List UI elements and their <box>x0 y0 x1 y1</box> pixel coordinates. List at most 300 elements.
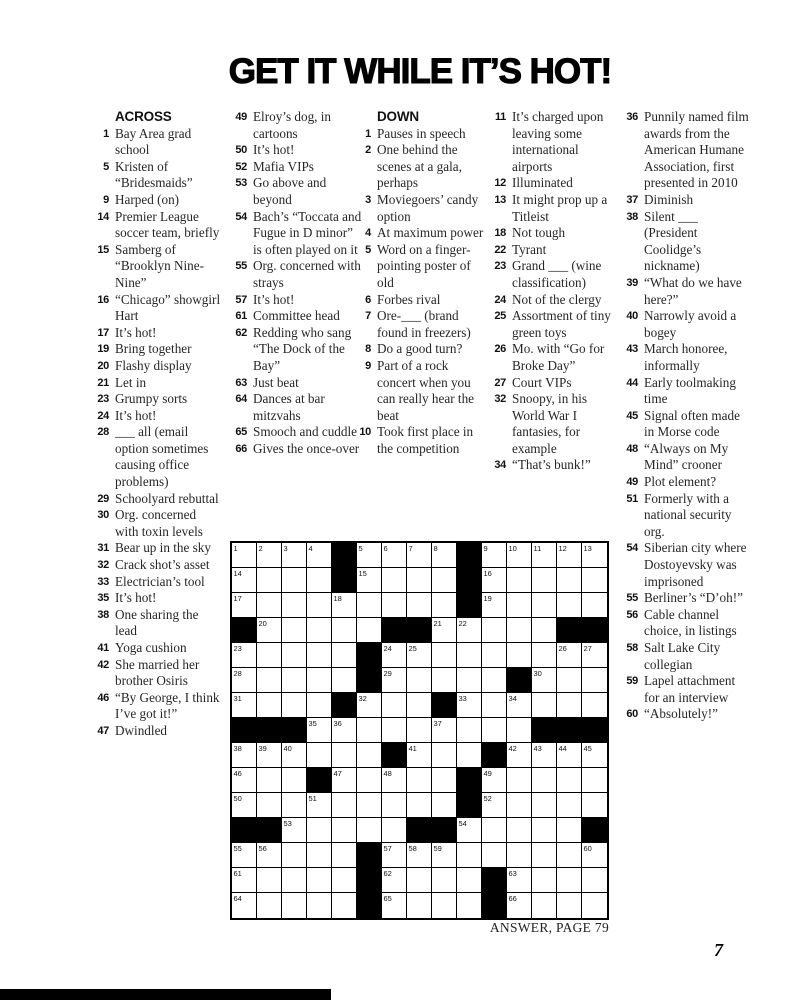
clue-number: 38 <box>626 210 638 223</box>
grid-cell[interactable] <box>307 868 332 893</box>
clue-number: 15 <box>97 243 109 256</box>
grid-cell[interactable] <box>282 743 307 768</box>
grid-cell[interactable] <box>382 593 407 618</box>
grid-black-cell <box>407 818 432 843</box>
grid-cell[interactable] <box>282 618 307 643</box>
grid-cell[interactable] <box>232 543 257 568</box>
grid-cell[interactable] <box>232 743 257 768</box>
grid-cell[interactable] <box>407 868 432 893</box>
grid-cell[interactable] <box>557 768 582 793</box>
page-title: GET IT WHILE IT’S HOT! <box>228 52 612 91</box>
grid-cell[interactable] <box>482 768 507 793</box>
clue-text: Signal often made in Morse code <box>644 407 740 440</box>
grid-cell-number: 53 <box>283 818 292 828</box>
clue-item <box>88 325 222 342</box>
clue-number: 61 <box>235 310 247 323</box>
clue-number: 2 <box>365 144 371 157</box>
grid-cell[interactable] <box>232 693 257 718</box>
clue-item <box>618 540 751 590</box>
grid-cell[interactable] <box>307 718 332 743</box>
grid-cell[interactable] <box>307 568 332 593</box>
grid-cell[interactable] <box>382 818 407 843</box>
grid-cell[interactable] <box>457 618 482 643</box>
grid-cell[interactable] <box>432 668 457 693</box>
grid-black-cell <box>557 718 582 743</box>
clue-item <box>356 341 488 358</box>
across-clues-column-1 <box>88 109 222 740</box>
grid-cell[interactable] <box>282 668 307 693</box>
grid-cell[interactable] <box>307 543 332 568</box>
grid-cell[interactable] <box>407 768 432 793</box>
clue-item <box>618 209 751 275</box>
grid-cell[interactable] <box>357 693 382 718</box>
grid-black-cell <box>357 868 382 893</box>
grid-cell[interactable] <box>557 593 582 618</box>
grid-black-cell <box>257 818 282 843</box>
clue-item <box>88 375 222 392</box>
grid-cell[interactable] <box>407 693 432 718</box>
grid-cell[interactable] <box>282 593 307 618</box>
clue-number: 3 <box>365 193 371 206</box>
clue-text: Snoopy, in his World War I fantasies, for example <box>512 391 587 456</box>
grid-cell[interactable] <box>507 643 532 668</box>
grid-cell[interactable] <box>557 693 582 718</box>
grid-cell[interactable] <box>457 668 482 693</box>
clue-text: Yoga cushion <box>115 640 187 655</box>
grid-cell[interactable] <box>582 793 607 818</box>
clue-number: 20 <box>97 359 109 372</box>
grid-cell[interactable] <box>532 893 557 918</box>
grid-cell[interactable] <box>382 893 407 918</box>
clue-number: 37 <box>626 193 638 206</box>
grid-cell-number: 49 <box>483 768 492 778</box>
grid-cell[interactable] <box>582 543 607 568</box>
grid-cell[interactable] <box>357 543 382 568</box>
grid-cell[interactable] <box>257 893 282 918</box>
grid-cell[interactable] <box>232 768 257 793</box>
grid-black-cell <box>432 818 457 843</box>
grid-cell[interactable] <box>457 643 482 668</box>
grid-cell[interactable] <box>432 768 457 793</box>
grid-cell[interactable] <box>532 543 557 568</box>
down-clues-column-2 <box>487 109 611 474</box>
grid-cell[interactable] <box>407 543 432 568</box>
clue-number: 22 <box>494 243 506 256</box>
clue-item <box>88 491 222 508</box>
clue-item <box>618 308 751 341</box>
grid-cell-number: 12 <box>558 543 567 553</box>
grid-cell[interactable] <box>357 568 382 593</box>
grid-cell[interactable] <box>557 643 582 668</box>
grid-cell[interactable] <box>332 718 357 743</box>
grid-cell[interactable] <box>482 643 507 668</box>
grid-cell[interactable] <box>232 643 257 668</box>
across-header: ACROSS <box>115 109 172 124</box>
clue-number: 66 <box>235 442 247 455</box>
clue-item <box>88 408 222 425</box>
grid-cell[interactable] <box>382 718 407 743</box>
grid-cell[interactable] <box>557 743 582 768</box>
grid-cell[interactable] <box>507 868 532 893</box>
grid-cell[interactable] <box>257 793 282 818</box>
grid-cell-number: 42 <box>508 743 517 753</box>
grid-cell[interactable] <box>407 718 432 743</box>
clue-text: One sharing the lead <box>115 606 199 639</box>
grid-cell[interactable] <box>282 868 307 893</box>
grid-cell[interactable] <box>557 818 582 843</box>
grid-cell[interactable] <box>557 568 582 593</box>
grid-cell[interactable] <box>432 893 457 918</box>
clue-number: 9 <box>103 193 109 206</box>
grid-cell[interactable] <box>482 718 507 743</box>
clue-item <box>618 706 751 723</box>
grid-cell[interactable] <box>257 618 282 643</box>
grid-cell[interactable] <box>457 818 482 843</box>
grid-cell[interactable] <box>307 793 332 818</box>
grid-cell[interactable] <box>507 718 532 743</box>
grid-cell[interactable] <box>482 593 507 618</box>
grid-cell[interactable] <box>557 868 582 893</box>
grid-cell[interactable] <box>232 893 257 918</box>
grid-cell[interactable] <box>307 668 332 693</box>
grid-cell[interactable] <box>307 693 332 718</box>
clue-item <box>487 292 611 309</box>
grid-black-cell <box>357 668 382 693</box>
grid-cell[interactable] <box>507 568 532 593</box>
grid-cell[interactable] <box>557 893 582 918</box>
grid-cell[interactable] <box>582 843 607 868</box>
grid-cell[interactable] <box>357 768 382 793</box>
grid-cell[interactable] <box>407 893 432 918</box>
grid-black-cell <box>232 618 257 643</box>
grid-cell[interactable] <box>507 768 532 793</box>
clue-item <box>356 242 488 292</box>
grid-cell[interactable] <box>482 668 507 693</box>
grid-black-cell <box>507 668 532 693</box>
grid-cell[interactable] <box>432 793 457 818</box>
grid-cell[interactable] <box>382 643 407 668</box>
grid-cell[interactable] <box>307 618 332 643</box>
grid-black-cell <box>457 793 482 818</box>
grid-cell[interactable] <box>582 768 607 793</box>
grid-cell[interactable] <box>332 743 357 768</box>
grid-cell-number: 30 <box>533 668 542 678</box>
grid-cell[interactable] <box>432 593 457 618</box>
grid-cell[interactable] <box>282 543 307 568</box>
clue-number: 14 <box>97 210 109 223</box>
grid-cell-number: 13 <box>583 543 592 553</box>
grid-cell[interactable] <box>257 643 282 668</box>
clue-item <box>88 557 222 574</box>
bottom-decorative-bar <box>0 989 331 1000</box>
grid-cell[interactable] <box>382 868 407 893</box>
clue-number: 7 <box>365 310 371 323</box>
grid-cell[interactable] <box>357 718 382 743</box>
grid-cell[interactable] <box>532 768 557 793</box>
grid-cell[interactable] <box>382 568 407 593</box>
grid-cell[interactable] <box>482 568 507 593</box>
clue-text: Ore-___ (brand found in freezers) <box>377 308 471 340</box>
grid-cell[interactable] <box>432 618 457 643</box>
grid-cell[interactable] <box>507 593 532 618</box>
grid-cell[interactable] <box>232 593 257 618</box>
clue-item <box>487 225 611 242</box>
grid-cell[interactable] <box>332 768 357 793</box>
grid-cell[interactable] <box>307 893 332 918</box>
grid-cell[interactable] <box>407 643 432 668</box>
grid-cell-number: 58 <box>408 843 417 853</box>
grid-cell[interactable] <box>507 793 532 818</box>
clue-number: 40 <box>626 310 638 323</box>
grid-cell[interactable] <box>282 818 307 843</box>
grid-cell[interactable] <box>382 793 407 818</box>
grid-cell[interactable] <box>507 618 532 643</box>
clue-text: Gives the once-over <box>253 440 360 456</box>
grid-cell[interactable] <box>582 568 607 593</box>
clue-text: Bear up in the sky <box>115 540 211 556</box>
grid-cell[interactable] <box>332 843 357 868</box>
grid-cell[interactable] <box>382 693 407 718</box>
grid-cell-number: 25 <box>408 643 417 653</box>
grid-black-cell <box>457 593 482 618</box>
clue-text: Pauses in speech <box>377 125 466 141</box>
grid-cell[interactable] <box>582 693 607 718</box>
grid-cell-number: 43 <box>533 743 542 753</box>
clue-number: 35 <box>97 592 109 605</box>
grid-cell[interactable] <box>482 818 507 843</box>
clue-item <box>88 607 222 640</box>
grid-cell[interactable] <box>232 568 257 593</box>
grid-cell[interactable] <box>307 843 332 868</box>
grid-cell[interactable] <box>507 693 532 718</box>
clue-number: 54 <box>235 210 247 223</box>
grid-cell[interactable] <box>582 743 607 768</box>
clue-text: “Absolutely!” <box>644 706 718 722</box>
grid-cell[interactable] <box>332 793 357 818</box>
grid-cell-number: 57 <box>383 843 392 853</box>
grid-cell[interactable] <box>332 643 357 668</box>
grid-cell[interactable] <box>332 668 357 693</box>
grid-cell[interactable] <box>582 593 607 618</box>
clue-text: It’s charged upon leaving some international airports <box>512 109 604 174</box>
clue-text: Samberg of “Brooklyn Nine-Nine” <box>115 241 204 290</box>
clue-item <box>88 540 222 557</box>
grid-cell[interactable] <box>532 693 557 718</box>
grid-cell-number: 19 <box>483 593 492 603</box>
grid-cell[interactable] <box>532 568 557 593</box>
clue-number: 39 <box>626 276 638 289</box>
clue-text: “That’s bunk!” <box>512 457 591 473</box>
grid-cell[interactable] <box>282 893 307 918</box>
grid-cell[interactable] <box>357 593 382 618</box>
grid-cell[interactable] <box>282 843 307 868</box>
grid-cell[interactable] <box>332 818 357 843</box>
clue-item <box>228 258 362 291</box>
grid-cell[interactable] <box>232 668 257 693</box>
clue-number: 53 <box>235 177 247 190</box>
grid-cell[interactable] <box>332 893 357 918</box>
grid-cell[interactable] <box>357 743 382 768</box>
down-clues-column-3 <box>618 109 751 723</box>
grid-cell[interactable] <box>482 543 507 568</box>
grid-cell[interactable] <box>507 743 532 768</box>
grid-cell[interactable] <box>407 793 432 818</box>
grid-cell[interactable] <box>457 718 482 743</box>
grid-cell[interactable] <box>257 668 282 693</box>
grid-cell[interactable] <box>407 568 432 593</box>
grid-cell[interactable] <box>382 843 407 868</box>
grid-cell[interactable] <box>432 643 457 668</box>
grid-cell[interactable] <box>232 793 257 818</box>
grid-cell[interactable] <box>457 743 482 768</box>
grid-cell[interactable] <box>257 743 282 768</box>
grid-cell[interactable] <box>557 543 582 568</box>
clue-item <box>487 258 611 291</box>
grid-cell[interactable] <box>532 618 557 643</box>
grid-cell[interactable] <box>582 643 607 668</box>
clue-item <box>487 341 611 374</box>
clue-number: 65 <box>235 426 247 439</box>
grid-cell[interactable] <box>407 668 432 693</box>
clue-number: 28 <box>97 426 109 439</box>
grid-cell[interactable] <box>557 843 582 868</box>
clue-item <box>228 175 362 208</box>
grid-cell[interactable] <box>507 543 532 568</box>
clue-text: Dwindled <box>115 722 168 738</box>
clue-text: Electrician’s tool <box>115 573 205 589</box>
grid-cell[interactable] <box>282 693 307 718</box>
grid-cell[interactable] <box>532 668 557 693</box>
grid-cell[interactable] <box>257 568 282 593</box>
grid-cell[interactable] <box>382 543 407 568</box>
grid-cell[interactable] <box>257 843 282 868</box>
clue-item <box>618 491 751 541</box>
clue-item <box>618 607 751 640</box>
grid-cell[interactable] <box>432 843 457 868</box>
grid-cell[interactable] <box>557 668 582 693</box>
grid-cell[interactable] <box>257 593 282 618</box>
grid-cell[interactable] <box>432 543 457 568</box>
grid-cell[interactable] <box>307 743 332 768</box>
clue-number: 55 <box>626 592 638 605</box>
grid-black-cell <box>332 693 357 718</box>
clue-item <box>88 690 222 723</box>
grid-cell[interactable] <box>507 843 532 868</box>
clue-text: Mafia VIPs <box>253 158 314 174</box>
grid-black-cell <box>357 893 382 918</box>
grid-cell[interactable] <box>307 593 332 618</box>
grid-cell[interactable] <box>432 868 457 893</box>
grid-cell[interactable] <box>357 618 382 643</box>
grid-cell[interactable] <box>582 668 607 693</box>
grid-cell[interactable] <box>507 818 532 843</box>
grid-cell[interactable] <box>407 593 432 618</box>
grid-cell[interactable] <box>382 668 407 693</box>
grid-cell[interactable] <box>557 793 582 818</box>
grid-cell[interactable] <box>482 693 507 718</box>
grid-cell[interactable] <box>382 768 407 793</box>
clue-number: 63 <box>235 376 247 389</box>
grid-cell-number: 22 <box>458 618 467 628</box>
grid-cell[interactable] <box>257 693 282 718</box>
grid-cell[interactable] <box>232 843 257 868</box>
grid-cell[interactable] <box>507 893 532 918</box>
grid-cell[interactable] <box>257 768 282 793</box>
clue-text: Moviegoers’ candy option <box>377 191 479 224</box>
grid-cell[interactable] <box>257 868 282 893</box>
grid-cell[interactable] <box>357 793 382 818</box>
clue-number: 60 <box>626 708 638 721</box>
clue-text: Bay Area grad school <box>115 125 192 158</box>
grid-cell[interactable] <box>357 818 382 843</box>
clue-item <box>618 673 751 706</box>
grid-cell[interactable] <box>532 868 557 893</box>
clue-item <box>88 574 222 591</box>
grid-black-cell <box>582 618 607 643</box>
grid-cell[interactable] <box>457 868 482 893</box>
grid-cell[interactable] <box>232 868 257 893</box>
grid-cell-number: 52 <box>483 793 492 803</box>
grid-cell[interactable] <box>407 843 432 868</box>
answer-note: ANSWER, PAGE 79 <box>489 920 609 935</box>
grid-cell[interactable] <box>532 643 557 668</box>
across-clues-column-2 <box>228 109 362 457</box>
clue-item <box>228 375 362 392</box>
grid-cell[interactable] <box>282 793 307 818</box>
grid-cell[interactable] <box>332 868 357 893</box>
grid-cell[interactable] <box>332 593 357 618</box>
clue-number: 55 <box>235 260 247 273</box>
clue-number: 36 <box>626 111 638 123</box>
grid-cell[interactable] <box>432 743 457 768</box>
grid-cell[interactable] <box>282 643 307 668</box>
grid-cell[interactable] <box>457 693 482 718</box>
grid-cell[interactable] <box>282 768 307 793</box>
grid-cell-number: 41 <box>408 743 417 753</box>
clue-item <box>88 209 222 242</box>
grid-cell[interactable] <box>532 593 557 618</box>
grid-cell[interactable] <box>482 618 507 643</box>
grid-cell[interactable] <box>457 843 482 868</box>
clue-item <box>487 308 611 341</box>
grid-cell[interactable] <box>532 793 557 818</box>
grid-black-cell <box>457 768 482 793</box>
grid-cell[interactable] <box>457 893 482 918</box>
grid-black-cell <box>482 868 507 893</box>
grid-cell[interactable] <box>582 868 607 893</box>
grid-cell[interactable] <box>482 843 507 868</box>
grid-cell[interactable] <box>482 793 507 818</box>
clue-number: 1 <box>103 127 109 140</box>
clue-text: Tyrant <box>512 241 547 257</box>
grid-cell[interactable] <box>332 618 357 643</box>
grid-cell[interactable] <box>432 568 457 593</box>
grid-cell[interactable] <box>282 568 307 593</box>
grid-cell-number: 32 <box>358 693 367 703</box>
grid-cell[interactable] <box>307 818 332 843</box>
grid-cell[interactable] <box>582 893 607 918</box>
grid-cell-number: 59 <box>433 843 442 853</box>
grid-cell[interactable] <box>532 818 557 843</box>
grid-cell[interactable] <box>307 643 332 668</box>
grid-cell[interactable] <box>532 843 557 868</box>
clue-text: Forbes rival <box>377 291 441 307</box>
clue-item <box>356 142 488 192</box>
grid-cell[interactable] <box>532 743 557 768</box>
grid-cell[interactable] <box>257 543 282 568</box>
grid-cell[interactable] <box>407 743 432 768</box>
grid-cell[interactable] <box>432 718 457 743</box>
